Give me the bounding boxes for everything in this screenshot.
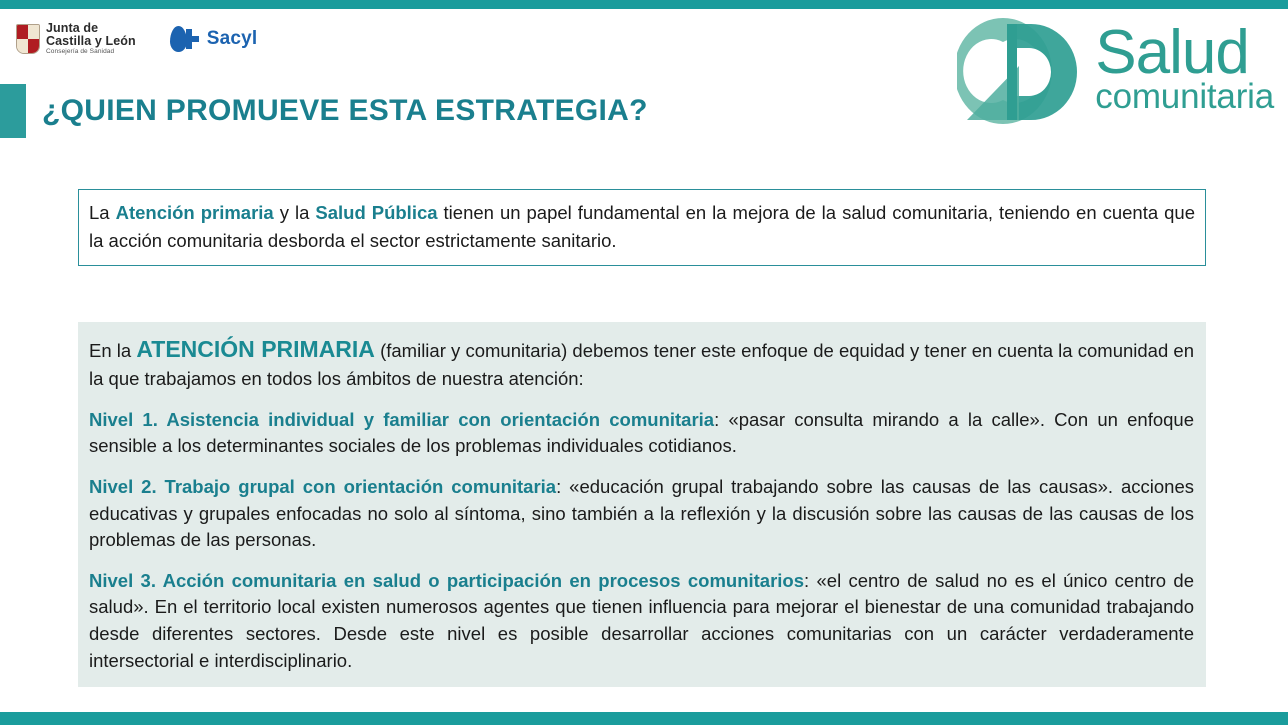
title-text: ¿QUIEN PROMUEVE ESTA ESTRATEGIA? (42, 94, 648, 127)
intro-highlight-atencion-primaria: Atención primaria (115, 202, 274, 223)
sacyl-cross-drop-icon (170, 24, 200, 54)
intro-callout-box (78, 189, 1206, 266)
brand-word-salud: Salud (1095, 18, 1249, 88)
castilla-leon-shield-icon (16, 24, 40, 54)
salud-comunitaria-brand (957, 8, 1274, 136)
jcyl-line3: Consejería de Sanidad (46, 48, 115, 56)
level-1-paragraph (89, 407, 1194, 460)
brand-word-comunitaria: comunitaria (1095, 77, 1274, 117)
level-2-heading: Nivel 2. Trabajo grupal con orientación comunitaria (89, 475, 557, 497)
bottom-accent-bar (0, 712, 1288, 725)
junta-castilla-leon-logo (16, 22, 136, 56)
intro-highlight-salud-publica: Salud Pública (315, 202, 438, 223)
level-3-body: : «el centro de salud no es el único centro de salud». En el territorio local existen numerosos agentes que tienen influencia para mejorar el bienestar de una comunidad trabajando desde diferentes sectores. Desde este nivel es posible desarrollar acciones comunitarias con un carácter verdaderamente intersectorial e interdisciplinario. (89, 569, 1194, 671)
content-intro-post: (familiar y comunitaria) debemos tener este enfoque de equidad y tener en cuenta la comunidad en la que trabajamos en todos los ámbitos de nuestra atención: (89, 340, 1195, 390)
level-3-paragraph (89, 568, 1194, 675)
level-2-paragraph (89, 474, 1194, 554)
content-intro-pre: En la (89, 340, 137, 361)
page-title (0, 84, 648, 138)
jcyl-line2: Castilla y León (46, 34, 136, 49)
header-logos (16, 22, 257, 56)
sacyl-wordmark: Sacyl (206, 28, 258, 50)
content-intro-paragraph (89, 333, 1194, 393)
intro-part3: tienen un papel fundamental en la mejora de la salud comunitaria, teniendo en cuenta que la acción comunitaria desborda el sector estrictamente sanitario. (89, 202, 1196, 251)
salud-comunitaria-logo-icon (957, 8, 1081, 136)
intro-paragraph (89, 199, 1195, 255)
content-panel (78, 322, 1206, 687)
content-intro-highlight: ATENCIÓN PRIMARIA (136, 336, 375, 362)
title-accent-tab (0, 84, 26, 138)
sacyl-logo (170, 24, 258, 54)
level-2-body: : «educación grupal trabajando sobre las causas de las causas». acciones educativas y grupales enfocadas no solo al síntoma, sino también a la reflexión y la discusión sobre las causas de las causas de los problemas de las personas. (89, 475, 1194, 551)
level-3-heading: Nivel 3. Acción comunitaria en salud o participación en procesos comunitarios (89, 569, 805, 591)
level-1-heading: Nivel 1. Asistencia individual y familiar con orientación comunitaria (89, 408, 715, 430)
intro-part2: y la (273, 202, 316, 223)
intro-part1: La (89, 202, 116, 223)
level-1-body: : «pasar consulta mirando a la calle». Con un enfoque sensible a los determinantes sociales de los problemas individuales cotidianos. (89, 408, 1194, 457)
jcyl-line1: Junta de (46, 21, 99, 35)
